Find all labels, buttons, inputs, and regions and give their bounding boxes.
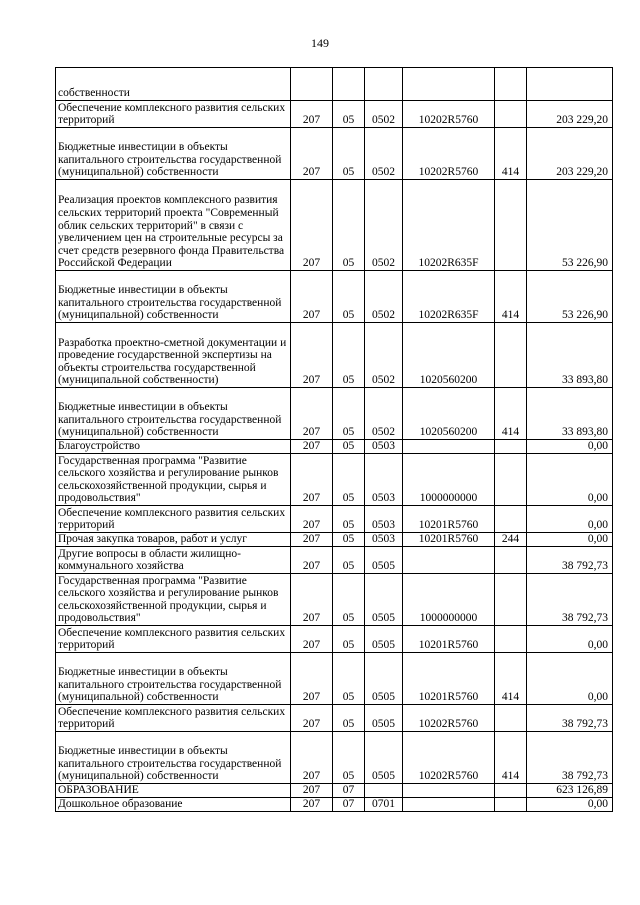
cell-expense-type [495, 705, 527, 732]
cell-podrazdel [365, 68, 403, 101]
cell-podrazdel: 0503 [365, 440, 403, 454]
cell-razdel: 05 [333, 388, 365, 440]
cell-amount: 0,00 [527, 454, 613, 506]
cell-grbs: 207 [291, 323, 333, 388]
table-row [56, 180, 613, 271]
cell-amount [527, 68, 613, 101]
table-row [56, 798, 613, 812]
cell-expense-type: 414 [495, 388, 527, 440]
cell-razdel: 05 [333, 732, 365, 784]
cell-podrazdel: 0502 [365, 388, 403, 440]
cell-podrazdel: 0502 [365, 323, 403, 388]
cell-expense-type [495, 547, 527, 574]
cell-name: Обеспечение комплексного развития сельских территорий [56, 506, 291, 533]
table-row [56, 323, 613, 388]
cell-razdel: 05 [333, 653, 365, 705]
cell-name: Обеспечение комплексного развития сельских территорий [56, 705, 291, 732]
cell-name: Другие вопросы в области жилищно-коммунального хозяйства [56, 547, 291, 574]
cell-razdel [333, 68, 365, 101]
cell-amount: 203 229,20 [527, 128, 613, 180]
cell-podrazdel: 0502 [365, 101, 403, 128]
cell-target-article: 10202R5760 [403, 101, 495, 128]
cell-grbs: 207 [291, 506, 333, 533]
table-row [56, 440, 613, 454]
cell-target-article: 1020560200 [403, 323, 495, 388]
cell-target-article: 10201R5760 [403, 626, 495, 653]
table-row [56, 388, 613, 440]
cell-amount: 0,00 [527, 653, 613, 705]
cell-podrazdel: 0505 [365, 574, 403, 626]
cell-expense-type [495, 798, 527, 812]
cell-target-article [403, 784, 495, 798]
cell-name: Обеспечение комплексного развития сельских территорий [56, 626, 291, 653]
cell-grbs: 207 [291, 128, 333, 180]
cell-target-article: 10201R5760 [403, 533, 495, 547]
cell-grbs: 207 [291, 388, 333, 440]
cell-target-article [403, 440, 495, 454]
cell-target-article [403, 68, 495, 101]
cell-expense-type [495, 68, 527, 101]
cell-expense-type [495, 101, 527, 128]
cell-grbs: 207 [291, 440, 333, 454]
cell-amount: 33 893,80 [527, 323, 613, 388]
cell-razdel: 05 [333, 547, 365, 574]
cell-razdel: 07 [333, 784, 365, 798]
cell-target-article: 10202R5760 [403, 128, 495, 180]
cell-name: Государственная программа "Развитие сельского хозяйства и регулирование рынков сельскохозяйственной продукции, сырья и продовольствия" [56, 574, 291, 626]
cell-expense-type: 414 [495, 271, 527, 323]
cell-grbs: 207 [291, 732, 333, 784]
cell-razdel: 05 [333, 101, 365, 128]
cell-expense-type [495, 180, 527, 271]
cell-target-article: 10201R5760 [403, 506, 495, 533]
cell-expense-type: 414 [495, 653, 527, 705]
cell-target-article: 1000000000 [403, 454, 495, 506]
cell-name: Прочая закупка товаров, работ и услуг [56, 533, 291, 547]
table-row [56, 506, 613, 533]
cell-name: Дошкольное образование [56, 798, 291, 812]
cell-expense-type [495, 506, 527, 533]
cell-podrazdel: 0505 [365, 732, 403, 784]
cell-razdel: 05 [333, 533, 365, 547]
cell-expense-type [495, 574, 527, 626]
cell-name: Обеспечение комплексного развития сельских территорий [56, 101, 291, 128]
cell-grbs: 207 [291, 101, 333, 128]
cell-expense-type [495, 784, 527, 798]
cell-razdel: 05 [333, 454, 365, 506]
cell-amount: 0,00 [527, 626, 613, 653]
table-row [56, 732, 613, 784]
cell-razdel: 05 [333, 128, 365, 180]
cell-grbs: 207 [291, 653, 333, 705]
cell-expense-type: 414 [495, 128, 527, 180]
cell-podrazdel: 0701 [365, 798, 403, 812]
cell-name: Бюджетные инвестиции в объекты капитального строительства государственной (муниципальной) собственности [56, 732, 291, 784]
cell-razdel: 05 [333, 323, 365, 388]
cell-grbs: 207 [291, 454, 333, 506]
table-row [56, 533, 613, 547]
cell-podrazdel: 0503 [365, 506, 403, 533]
cell-target-article [403, 547, 495, 574]
cell-amount: 623 126,89 [527, 784, 613, 798]
cell-expense-type [495, 626, 527, 653]
cell-target-article: 1000000000 [403, 574, 495, 626]
cell-grbs: 207 [291, 784, 333, 798]
cell-target-article: 10202R5760 [403, 705, 495, 732]
cell-amount: 0,00 [527, 533, 613, 547]
cell-expense-type [495, 440, 527, 454]
cell-name: Разработка проектно-сметной документации и проведение государственной экспертизы на объекты строительства государственной (муниципальной собственности) [56, 323, 291, 388]
cell-target-article [403, 798, 495, 812]
table-row [56, 574, 613, 626]
table-row [56, 101, 613, 128]
table-row [56, 128, 613, 180]
cell-name: Бюджетные инвестиции в объекты капитального строительства государственной (муниципальной) собственности [56, 271, 291, 323]
table-row [56, 653, 613, 705]
cell-amount: 53 226,90 [527, 271, 613, 323]
cell-name: Благоустройство [56, 440, 291, 454]
cell-target-article: 1020560200 [403, 388, 495, 440]
cell-expense-type: 414 [495, 732, 527, 784]
cell-name: Бюджетные инвестиции в объекты капитального строительства государственной (муниципальной) собственности [56, 653, 291, 705]
cell-grbs: 207 [291, 626, 333, 653]
cell-expense-type [495, 323, 527, 388]
cell-expense-type: 244 [495, 533, 527, 547]
cell-grbs [291, 68, 333, 101]
budget-table-body [56, 68, 613, 812]
cell-amount: 38 792,73 [527, 705, 613, 732]
cell-amount: 53 226,90 [527, 180, 613, 271]
cell-amount: 0,00 [527, 798, 613, 812]
cell-grbs: 207 [291, 180, 333, 271]
cell-target-article: 10202R635F [403, 271, 495, 323]
cell-amount: 38 792,73 [527, 547, 613, 574]
cell-target-article: 10202R5760 [403, 732, 495, 784]
table-row [56, 705, 613, 732]
cell-podrazdel: 0502 [365, 180, 403, 271]
cell-razdel: 05 [333, 180, 365, 271]
cell-target-article: 10201R5760 [403, 653, 495, 705]
cell-podrazdel [365, 784, 403, 798]
cell-razdel: 05 [333, 440, 365, 454]
cell-podrazdel: 0502 [365, 271, 403, 323]
cell-podrazdel: 0505 [365, 547, 403, 574]
cell-amount: 0,00 [527, 506, 613, 533]
cell-podrazdel: 0503 [365, 533, 403, 547]
table-row [56, 454, 613, 506]
cell-razdel: 05 [333, 574, 365, 626]
cell-amount: 0,00 [527, 440, 613, 454]
cell-name: собственности [56, 68, 291, 101]
cell-amount: 38 792,73 [527, 574, 613, 626]
cell-grbs: 207 [291, 271, 333, 323]
cell-razdel: 05 [333, 506, 365, 533]
cell-amount: 33 893,80 [527, 388, 613, 440]
cell-razdel: 05 [333, 626, 365, 653]
table-row [56, 68, 613, 101]
table-row [56, 626, 613, 653]
cell-grbs: 207 [291, 798, 333, 812]
cell-name: Государственная программа "Развитие сельского хозяйства и регулирование рынков сельскохозяйственной продукции, сырья и продовольствия" [56, 454, 291, 506]
table-row [56, 271, 613, 323]
cell-razdel: 05 [333, 271, 365, 323]
cell-podrazdel: 0503 [365, 454, 403, 506]
cell-name: Реализация проектов комплексного развития сельских территорий проекта "Современный облик сельских территорий" в связи с увеличением цен на строительные ресурсы за счет средств резервного фонда Правительства Российской Федерации [56, 180, 291, 271]
cell-podrazdel: 0505 [365, 705, 403, 732]
cell-name: ОБРАЗОВАНИЕ [56, 784, 291, 798]
page-number: 149 [311, 36, 329, 50]
budget-table [55, 67, 613, 812]
cell-podrazdel: 0505 [365, 626, 403, 653]
cell-grbs: 207 [291, 574, 333, 626]
table-row [56, 547, 613, 574]
cell-name: Бюджетные инвестиции в объекты капитального строительства государственной (муниципальной) собственности [56, 128, 291, 180]
cell-podrazdel: 0505 [365, 653, 403, 705]
cell-podrazdel: 0502 [365, 128, 403, 180]
cell-amount: 203 229,20 [527, 101, 613, 128]
cell-grbs: 207 [291, 547, 333, 574]
cell-amount: 38 792,73 [527, 732, 613, 784]
cell-expense-type [495, 454, 527, 506]
cell-target-article: 10202R635F [403, 180, 495, 271]
cell-razdel: 05 [333, 705, 365, 732]
cell-grbs: 207 [291, 705, 333, 732]
cell-grbs: 207 [291, 533, 333, 547]
table-row [56, 784, 613, 798]
cell-name: Бюджетные инвестиции в объекты капитального строительства государственной (муниципальной) собственности [56, 388, 291, 440]
cell-razdel: 07 [333, 798, 365, 812]
